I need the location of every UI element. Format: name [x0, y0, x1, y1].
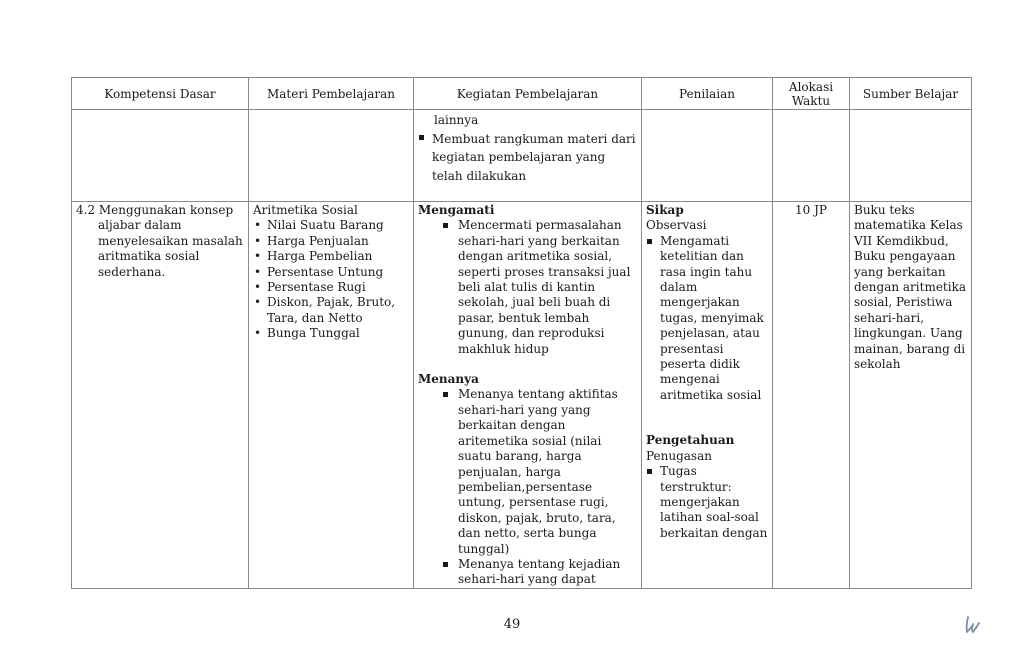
page-number: 49	[503, 617, 521, 632]
table-row	[72, 202, 972, 589]
list-item: Mengamati ketelitian dan rasa ingin tahu dalam mengerjakan tugas, menyimak penjelasan, atau presentasi peserta didik mengenai aritmetika sosial	[646, 234, 768, 403]
sikap-list	[646, 234, 768, 403]
list-item: • Diskon, Pajak, Bruto, Tara, dan Netto	[253, 295, 409, 326]
row2-penilaian-cell	[642, 202, 773, 589]
mengamati-label: Mengamati	[418, 203, 495, 217]
row1-penilaian-cell	[642, 110, 773, 202]
alokasi-value: 10 JP	[795, 203, 827, 217]
sikap-label: Sikap	[646, 203, 684, 217]
header-kompetensi-dasar: Kompetensi Dasar	[72, 78, 249, 110]
list-item: • Persentase Rugi	[253, 280, 409, 295]
row1-kd-cell	[72, 110, 249, 202]
row1-materi-cell	[249, 110, 414, 202]
header-penilaian: Penilaian	[642, 78, 773, 110]
pengetahuan-list	[646, 464, 768, 541]
header-sumber-belajar: Sumber Belajar	[850, 78, 972, 110]
row1-kegiatan-cell	[414, 110, 642, 202]
sumber-text: Buku teks matematika Kelas VII Kemdikbud, Buku pengayaan yang berkaitan dengan aritmetika sosial, Peristiwa sehari-hari, lingkungan. Uang mainan, barang di sekolah	[854, 203, 967, 372]
list-item: Menanya tentang aktifitas sehari-hari yang yang berkaitan dengan aritemetika sosial (nilai suatu barang, harga penjualan, harga pembelian,persentase untung, persentase rugi, diskon, pajak, bruto, tara, dan netto, serta bunga tunggal)	[418, 387, 637, 556]
kompetensi-text: 4.2 Menggunakan konsep aljabar dalam menyelesaikan masalah aritmatika sosial sederhana.	[76, 203, 243, 279]
row1-sumber-cell	[850, 110, 972, 202]
row2-kegiatan-cell	[414, 202, 642, 589]
list-item: • Persentase Untung	[253, 265, 409, 280]
header-kegiatan-pembelajaran: Kegiatan Pembelajaran	[414, 78, 642, 110]
row2-sumber-cell	[850, 202, 972, 589]
header-row	[72, 78, 972, 110]
list-item: Membuat rangkuman materi dari kegiatan pembelajaran yang telah dilakukan	[418, 130, 637, 186]
header-materi-pembelajaran: Materi Pembelajaran	[249, 78, 414, 110]
table-row	[72, 110, 972, 202]
row2-kd-cell	[72, 202, 249, 589]
list-item: • Harga Penjualan	[253, 234, 409, 249]
row2-materi-cell	[249, 202, 414, 589]
header-alokasi-waktu: Alokasi Waktu	[773, 78, 850, 110]
rpp-table	[71, 77, 972, 589]
list-item: Mencermati permasalahan sehari-hari yang berkaitan dengan aritmetika sosial, seperti proses transaksi jual beli alat tulis di kantin sekolah, jual beli buah di pasar, bentuk lembah gunung, dan reproduksi makhluk hidup	[418, 218, 637, 357]
kegiatan-list	[418, 130, 637, 186]
publisher-logo-icon	[964, 614, 982, 634]
row1-alokasi-cell	[773, 110, 850, 202]
materi-list	[253, 218, 409, 341]
materi-title: Aritmetika Sosial	[253, 203, 358, 217]
list-item: • Nilai Suatu Barang	[253, 218, 409, 233]
list-item: Menanya tentang kejadian sehari-hari yang dapat	[418, 557, 637, 588]
mengamati-list	[418, 218, 637, 357]
list-item: Tugas terstruktur: mengerjakan latihan soal-soal berkaitan dengan	[646, 464, 768, 541]
menanya-label: Menanya	[418, 372, 479, 387]
list-item: • Bunga Tunggal	[253, 326, 409, 341]
pengetahuan-label: Pengetahuan	[646, 433, 735, 448]
kegiatan-continued-text: lainnya	[434, 113, 479, 127]
row2-alokasi-cell	[773, 202, 850, 589]
menanya-list	[418, 387, 637, 587]
list-item: • Harga Pembelian	[253, 249, 409, 264]
sikap-method: Observasi	[646, 218, 707, 233]
pengetahuan-method: Penugasan	[646, 448, 712, 463]
